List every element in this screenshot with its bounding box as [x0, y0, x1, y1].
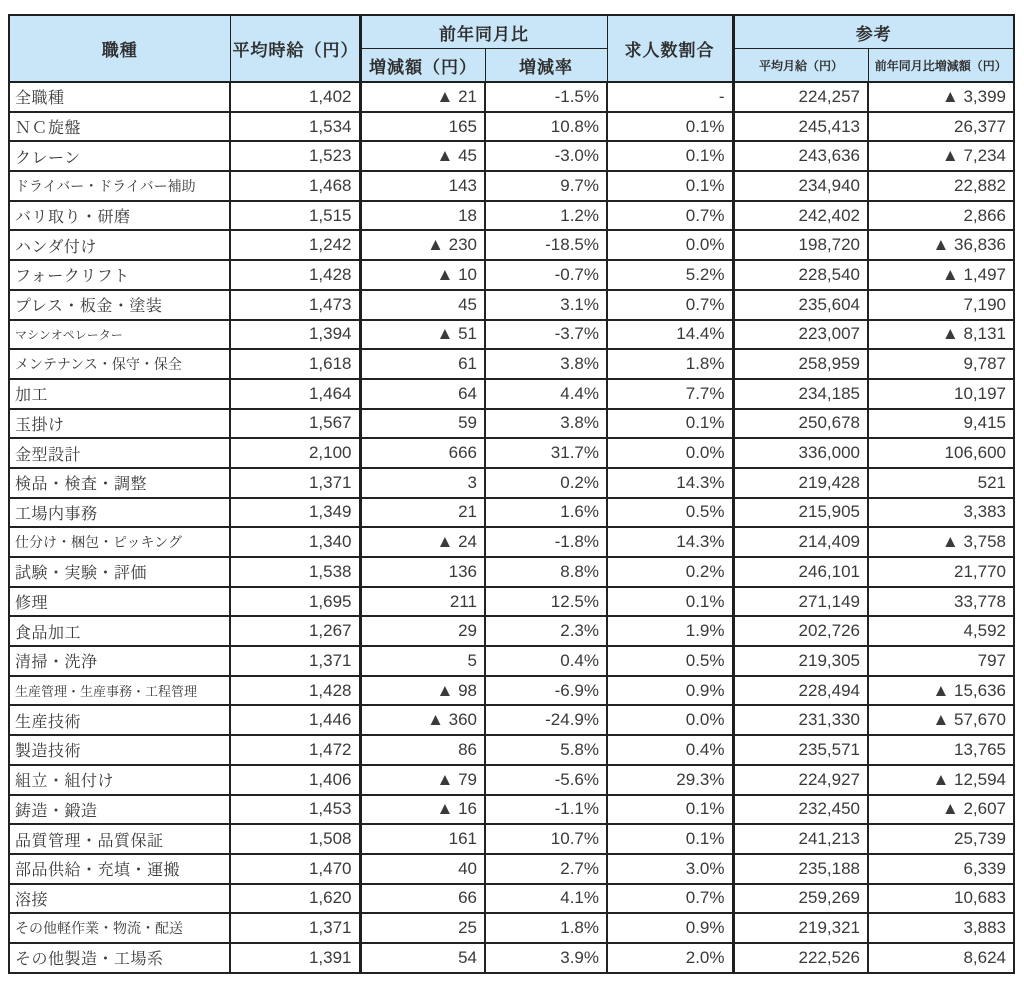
col-header-hourly-wage: 平均時給（円） [230, 15, 360, 82]
cell-average-hourly-wage: 1,695 [230, 587, 360, 617]
cell-monthly-yoy-change: 9,787 [868, 349, 1014, 379]
cell-yoy-change-amount: 64 [360, 379, 485, 409]
cell-yoy-change-amount: 25 [360, 913, 485, 943]
cell-average-hourly-wage: 1,453 [230, 795, 360, 825]
cell-job-posting-ratio: 14.3% [607, 468, 733, 498]
cell-average-monthly-wage: 215,905 [733, 498, 868, 528]
table-body [9, 82, 1014, 973]
cell-yoy-change-rate: -24.9% [485, 705, 607, 735]
cell-yoy-change-amount: ▲ 21 [360, 82, 485, 112]
cell-yoy-change-rate: 0.2% [485, 468, 607, 498]
table-row [9, 112, 1014, 142]
cell-monthly-yoy-change: ▲ 3,758 [868, 527, 1014, 557]
cell-job-posting-ratio: 0.5% [607, 646, 733, 676]
cell-yoy-change-amount: ▲ 98 [360, 676, 485, 706]
cell-yoy-change-rate: -3.7% [485, 320, 607, 350]
cell-yoy-change-amount: 143 [360, 171, 485, 201]
cell-job-category: メンテナンス・保守・保全 [9, 349, 230, 379]
cell-yoy-change-rate: 4.4% [485, 379, 607, 409]
cell-yoy-change-amount: 211 [360, 587, 485, 617]
cell-yoy-change-amount: ▲ 10 [360, 260, 485, 290]
col-header-yoy-amount: 増減額（円） [360, 49, 485, 83]
table-header [9, 15, 1014, 82]
cell-monthly-yoy-change: 9,415 [868, 409, 1014, 439]
table-row [9, 201, 1014, 231]
cell-yoy-change-rate: -5.6% [485, 765, 607, 795]
cell-monthly-yoy-change: 106,600 [868, 438, 1014, 468]
cell-job-posting-ratio: 0.5% [607, 498, 733, 528]
cell-job-posting-ratio: 0.2% [607, 557, 733, 587]
cell-yoy-change-amount: 3 [360, 468, 485, 498]
cell-yoy-change-amount: 29 [360, 616, 485, 646]
cell-job-category: その他製造・工場系 [9, 943, 230, 973]
table-row [9, 676, 1014, 706]
cell-average-hourly-wage: 1,267 [230, 616, 360, 646]
cell-monthly-yoy-change: 25,739 [868, 824, 1014, 854]
cell-yoy-change-rate: 4.1% [485, 884, 607, 914]
cell-monthly-yoy-change: 4,592 [868, 616, 1014, 646]
cell-job-posting-ratio: 0.1% [607, 141, 733, 171]
cell-job-posting-ratio: 0.4% [607, 735, 733, 765]
cell-average-hourly-wage: 1,534 [230, 112, 360, 142]
cell-job-posting-ratio: - [607, 82, 733, 112]
cell-monthly-yoy-change: ▲ 7,234 [868, 141, 1014, 171]
cell-average-monthly-wage: 219,428 [733, 468, 868, 498]
cell-monthly-yoy-change: 33,778 [868, 587, 1014, 617]
cell-job-posting-ratio: 0.9% [607, 676, 733, 706]
cell-job-posting-ratio: 0.0% [607, 705, 733, 735]
col-header-job: 職種 [9, 15, 230, 82]
cell-yoy-change-amount: 21 [360, 498, 485, 528]
cell-yoy-change-rate: 1.8% [485, 913, 607, 943]
cell-yoy-change-amount: 59 [360, 409, 485, 439]
cell-monthly-yoy-change: 26,377 [868, 112, 1014, 142]
cell-job-posting-ratio: 1.8% [607, 349, 733, 379]
cell-average-monthly-wage: 224,257 [733, 82, 868, 112]
cell-monthly-yoy-change: 6,339 [868, 854, 1014, 884]
cell-average-monthly-wage: 245,413 [733, 112, 868, 142]
cell-job-posting-ratio: 0.7% [607, 884, 733, 914]
cell-average-hourly-wage: 1,473 [230, 290, 360, 320]
cell-job-posting-ratio: 0.1% [607, 171, 733, 201]
cell-average-hourly-wage: 1,371 [230, 913, 360, 943]
cell-average-hourly-wage: 1,523 [230, 141, 360, 171]
cell-yoy-change-rate: 3.9% [485, 943, 607, 973]
cell-average-hourly-wage: 1,470 [230, 854, 360, 884]
cell-average-monthly-wage: 241,213 [733, 824, 868, 854]
cell-monthly-yoy-change: ▲ 36,836 [868, 230, 1014, 260]
cell-average-monthly-wage: 235,188 [733, 854, 868, 884]
cell-average-monthly-wage: 271,149 [733, 587, 868, 617]
cell-yoy-change-rate: 1.2% [485, 201, 607, 231]
table-row [9, 913, 1014, 943]
cell-average-monthly-wage: 228,494 [733, 676, 868, 706]
cell-yoy-change-amount: ▲ 45 [360, 141, 485, 171]
cell-yoy-change-amount: 5 [360, 646, 485, 676]
cell-average-hourly-wage: 1,371 [230, 468, 360, 498]
cell-monthly-yoy-change: 10,683 [868, 884, 1014, 914]
cell-job-posting-ratio: 0.1% [607, 795, 733, 825]
table-row [9, 943, 1014, 973]
cell-monthly-yoy-change: 22,882 [868, 171, 1014, 201]
cell-yoy-change-amount: 666 [360, 438, 485, 468]
cell-average-hourly-wage: 1,515 [230, 201, 360, 231]
cell-monthly-yoy-change: 797 [868, 646, 1014, 676]
table-row [9, 795, 1014, 825]
cell-job-category: 生産管理・生産事務・工程管理 [9, 676, 230, 706]
cell-average-hourly-wage: 1,428 [230, 260, 360, 290]
cell-yoy-change-amount: ▲ 79 [360, 765, 485, 795]
cell-yoy-change-amount: ▲ 230 [360, 230, 485, 260]
cell-yoy-change-rate: 10.7% [485, 824, 607, 854]
cell-average-hourly-wage: 2,100 [230, 438, 360, 468]
table-row [9, 765, 1014, 795]
cell-job-category: プレス・板金・塗装 [9, 290, 230, 320]
cell-job-posting-ratio: 3.0% [607, 854, 733, 884]
cell-job-category: 鋳造・鍛造 [9, 795, 230, 825]
cell-yoy-change-rate: 5.8% [485, 735, 607, 765]
table-row [9, 230, 1014, 260]
cell-average-hourly-wage: 1,349 [230, 498, 360, 528]
cell-average-hourly-wage: 1,464 [230, 379, 360, 409]
table-row [9, 646, 1014, 676]
cell-average-monthly-wage: 250,678 [733, 409, 868, 439]
cell-yoy-change-amount: 18 [360, 201, 485, 231]
cell-monthly-yoy-change: ▲ 1,497 [868, 260, 1014, 290]
cell-job-category: 玉掛け [9, 409, 230, 439]
cell-job-posting-ratio: 14.4% [607, 320, 733, 350]
cell-yoy-change-amount: 40 [360, 854, 485, 884]
cell-yoy-change-rate: -3.0% [485, 141, 607, 171]
cell-job-posting-ratio: 5.2% [607, 260, 733, 290]
cell-average-monthly-wage: 224,927 [733, 765, 868, 795]
table-row [9, 82, 1014, 112]
cell-yoy-change-rate: 3.8% [485, 349, 607, 379]
cell-yoy-change-rate: -18.5% [485, 230, 607, 260]
cell-job-category: バリ取り・研磨 [9, 201, 230, 231]
cell-yoy-change-rate: 2.3% [485, 616, 607, 646]
table-row [9, 290, 1014, 320]
col-header-monthly-diff: 前年同月比増減額（円） [868, 49, 1014, 83]
cell-job-posting-ratio: 0.1% [607, 409, 733, 439]
cell-yoy-change-rate: -1.1% [485, 795, 607, 825]
cell-job-category: その他軽作業・物流・配送 [9, 913, 230, 943]
cell-job-category: 加工 [9, 379, 230, 409]
cell-average-monthly-wage: 243,636 [733, 141, 868, 171]
cell-yoy-change-rate: 8.8% [485, 557, 607, 587]
cell-average-monthly-wage: 234,940 [733, 171, 868, 201]
cell-job-category: 生産技術 [9, 705, 230, 735]
table-row [9, 705, 1014, 735]
cell-job-category: フォークリフト [9, 260, 230, 290]
cell-yoy-change-amount: ▲ 24 [360, 527, 485, 557]
cell-average-monthly-wage: 219,321 [733, 913, 868, 943]
cell-job-category: 全職種 [9, 82, 230, 112]
cell-average-monthly-wage: 242,402 [733, 201, 868, 231]
table-row [9, 527, 1014, 557]
cell-average-monthly-wage: 228,540 [733, 260, 868, 290]
cell-yoy-change-amount: 54 [360, 943, 485, 973]
cell-monthly-yoy-change: 21,770 [868, 557, 1014, 587]
cell-average-hourly-wage: 1,508 [230, 824, 360, 854]
table-row [9, 141, 1014, 171]
cell-average-hourly-wage: 1,371 [230, 646, 360, 676]
cell-yoy-change-amount: 61 [360, 349, 485, 379]
cell-monthly-yoy-change: 8,624 [868, 943, 1014, 973]
cell-average-hourly-wage: 1,406 [230, 765, 360, 795]
cell-monthly-yoy-change: ▲ 15,636 [868, 676, 1014, 706]
cell-job-category: 組立・組付け [9, 765, 230, 795]
col-header-reference-group: 参考 [733, 15, 1014, 49]
cell-yoy-change-rate: 9.7% [485, 171, 607, 201]
col-header-yoy-rate: 増減率 [485, 49, 607, 83]
cell-yoy-change-amount: 86 [360, 735, 485, 765]
cell-average-monthly-wage: 336,000 [733, 438, 868, 468]
cell-job-posting-ratio: 7.7% [607, 379, 733, 409]
cell-average-hourly-wage: 1,242 [230, 230, 360, 260]
cell-monthly-yoy-change: 7,190 [868, 290, 1014, 320]
cell-monthly-yoy-change: 10,197 [868, 379, 1014, 409]
table-row [9, 587, 1014, 617]
table-row [9, 379, 1014, 409]
cell-average-hourly-wage: 1,428 [230, 676, 360, 706]
cell-average-hourly-wage: 1,394 [230, 320, 360, 350]
cell-job-category: 仕分け・梱包・ピッキング [9, 527, 230, 557]
cell-job-posting-ratio: 0.0% [607, 438, 733, 468]
cell-job-category: マシンオペレーター [9, 320, 230, 350]
cell-monthly-yoy-change: 3,383 [868, 498, 1014, 528]
cell-yoy-change-rate: 1.6% [485, 498, 607, 528]
cell-yoy-change-amount: 161 [360, 824, 485, 854]
cell-job-posting-ratio: 0.9% [607, 913, 733, 943]
table-row [9, 854, 1014, 884]
cell-average-monthly-wage: 198,720 [733, 230, 868, 260]
table-row [9, 349, 1014, 379]
cell-yoy-change-rate: 0.4% [485, 646, 607, 676]
cell-job-category: ＮＣ旋盤 [9, 112, 230, 142]
cell-yoy-change-amount: 165 [360, 112, 485, 142]
col-header-monthly-wage: 平均月給（円） [733, 49, 868, 83]
cell-average-monthly-wage: 246,101 [733, 557, 868, 587]
cell-monthly-yoy-change: 521 [868, 468, 1014, 498]
cell-yoy-change-rate: -0.7% [485, 260, 607, 290]
cell-average-monthly-wage: 259,269 [733, 884, 868, 914]
cell-job-posting-ratio: 0.7% [607, 201, 733, 231]
cell-job-posting-ratio: 1.9% [607, 616, 733, 646]
cell-average-hourly-wage: 1,538 [230, 557, 360, 587]
table-row [9, 171, 1014, 201]
cell-job-posting-ratio: 0.7% [607, 290, 733, 320]
cell-monthly-yoy-change: 13,765 [868, 735, 1014, 765]
cell-job-category: 検品・検査・調整 [9, 468, 230, 498]
cell-monthly-yoy-change: ▲ 12,594 [868, 765, 1014, 795]
cell-job-category: ドライバー・ドライバー補助 [9, 171, 230, 201]
cell-monthly-yoy-change: ▲ 8,131 [868, 320, 1014, 350]
cell-yoy-change-amount: 136 [360, 557, 485, 587]
cell-yoy-change-amount: ▲ 51 [360, 320, 485, 350]
cell-yoy-change-rate: -6.9% [485, 676, 607, 706]
cell-job-category: 工場内事務 [9, 498, 230, 528]
cell-monthly-yoy-change: ▲ 3,399 [868, 82, 1014, 112]
cell-yoy-change-rate: 3.8% [485, 409, 607, 439]
cell-average-hourly-wage: 1,472 [230, 735, 360, 765]
cell-job-posting-ratio: 0.1% [607, 824, 733, 854]
cell-average-monthly-wage: 202,726 [733, 616, 868, 646]
cell-average-hourly-wage: 1,340 [230, 527, 360, 557]
table-row [9, 260, 1014, 290]
cell-average-monthly-wage: 214,409 [733, 527, 868, 557]
cell-job-posting-ratio: 2.0% [607, 943, 733, 973]
cell-yoy-change-rate: 12.5% [485, 587, 607, 617]
cell-average-monthly-wage: 234,185 [733, 379, 868, 409]
wage-statistics-table [8, 14, 1015, 974]
cell-job-category: 溶接 [9, 884, 230, 914]
col-header-yoy-group: 前年同月比 [360, 15, 607, 49]
cell-average-hourly-wage: 1,618 [230, 349, 360, 379]
cell-monthly-yoy-change: 3,883 [868, 913, 1014, 943]
cell-average-monthly-wage: 231,330 [733, 705, 868, 735]
cell-average-monthly-wage: 223,007 [733, 320, 868, 350]
cell-job-category: クレーン [9, 141, 230, 171]
table-row [9, 438, 1014, 468]
table-row [9, 616, 1014, 646]
cell-job-posting-ratio: 29.3% [607, 765, 733, 795]
cell-yoy-change-amount: ▲ 360 [360, 705, 485, 735]
cell-average-hourly-wage: 1,391 [230, 943, 360, 973]
cell-job-posting-ratio: 0.0% [607, 230, 733, 260]
cell-yoy-change-rate: 31.7% [485, 438, 607, 468]
cell-yoy-change-rate: 10.8% [485, 112, 607, 142]
cell-yoy-change-rate: 3.1% [485, 290, 607, 320]
table-row [9, 735, 1014, 765]
cell-job-category: ハンダ付け [9, 230, 230, 260]
cell-job-category: 修理 [9, 587, 230, 617]
cell-monthly-yoy-change: ▲ 2,607 [868, 795, 1014, 825]
cell-job-posting-ratio: 14.3% [607, 527, 733, 557]
cell-average-monthly-wage: 222,526 [733, 943, 868, 973]
cell-yoy-change-rate: 2.7% [485, 854, 607, 884]
cell-job-category: 清掃・洗浄 [9, 646, 230, 676]
cell-job-category: 製造技術 [9, 735, 230, 765]
col-header-job-ratio: 求人数割合 [607, 15, 733, 82]
cell-job-category: 試験・実験・評価 [9, 557, 230, 587]
table-row [9, 824, 1014, 854]
cell-yoy-change-amount: 66 [360, 884, 485, 914]
cell-monthly-yoy-change: ▲ 57,670 [868, 705, 1014, 735]
table-row [9, 557, 1014, 587]
table-row [9, 498, 1014, 528]
cell-yoy-change-amount: ▲ 16 [360, 795, 485, 825]
cell-average-hourly-wage: 1,620 [230, 884, 360, 914]
cell-monthly-yoy-change: 2,866 [868, 201, 1014, 231]
cell-average-monthly-wage: 232,450 [733, 795, 868, 825]
cell-average-hourly-wage: 1,567 [230, 409, 360, 439]
cell-yoy-change-amount: 45 [360, 290, 485, 320]
cell-yoy-change-rate: -1.5% [485, 82, 607, 112]
cell-average-hourly-wage: 1,446 [230, 705, 360, 735]
table-row [9, 320, 1014, 350]
table-row [9, 409, 1014, 439]
cell-job-category: 部品供給・充填・運搬 [9, 854, 230, 884]
cell-average-monthly-wage: 235,604 [733, 290, 868, 320]
cell-average-hourly-wage: 1,402 [230, 82, 360, 112]
table-row [9, 884, 1014, 914]
cell-average-monthly-wage: 258,959 [733, 349, 868, 379]
cell-average-hourly-wage: 1,468 [230, 171, 360, 201]
table-row [9, 468, 1014, 498]
cell-job-posting-ratio: 0.1% [607, 112, 733, 142]
cell-average-monthly-wage: 219,305 [733, 646, 868, 676]
cell-job-posting-ratio: 0.1% [607, 587, 733, 617]
cell-job-category: 金型設計 [9, 438, 230, 468]
cell-average-monthly-wage: 235,571 [733, 735, 868, 765]
cell-job-category: 品質管理・品質保証 [9, 824, 230, 854]
cell-yoy-change-rate: -1.8% [485, 527, 607, 557]
cell-job-category: 食品加工 [9, 616, 230, 646]
